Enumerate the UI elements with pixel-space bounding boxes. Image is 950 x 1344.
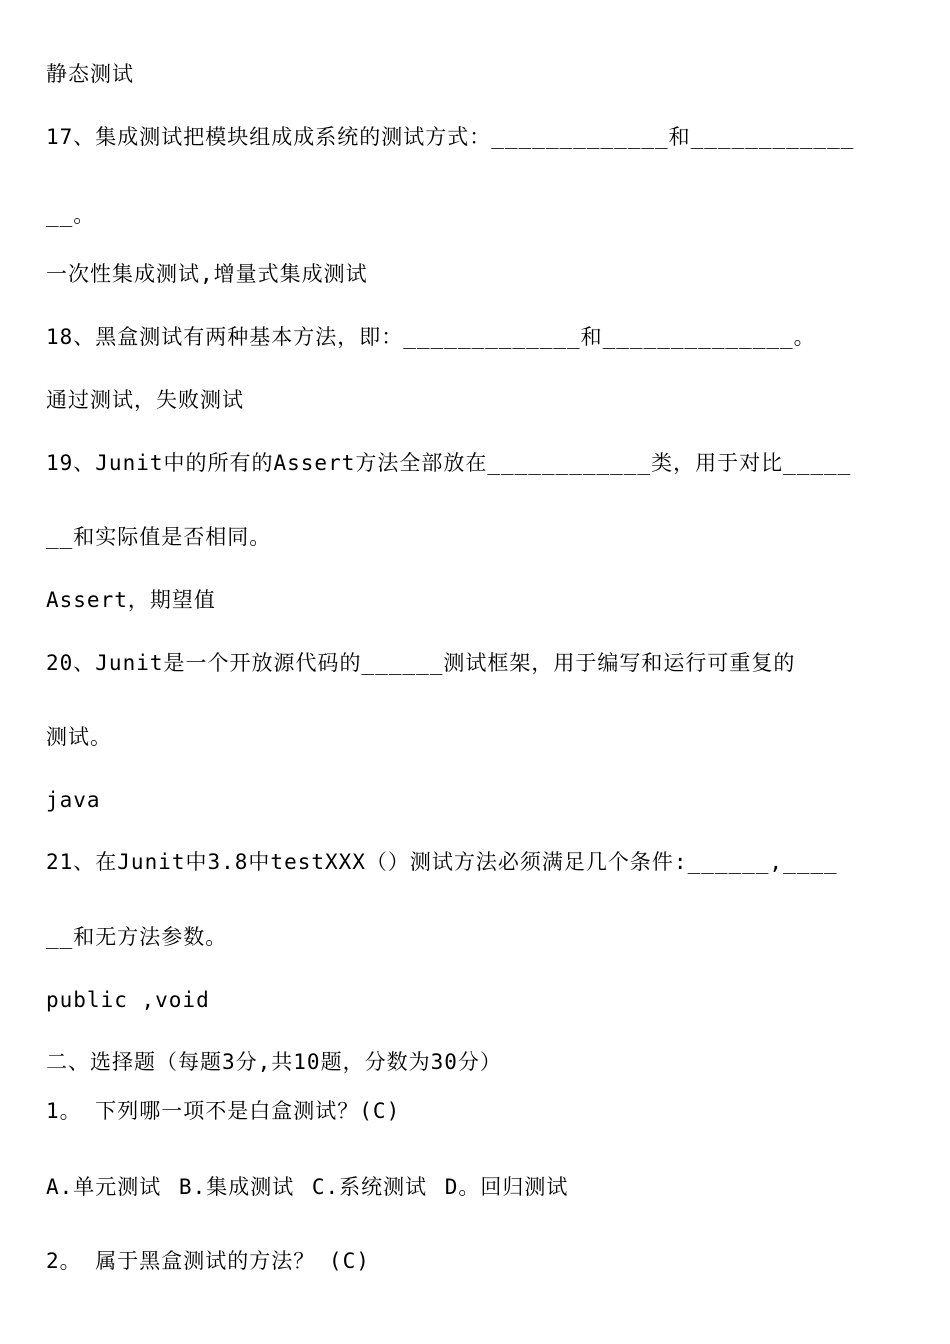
question-20-end: 测试。 <box>46 725 112 749</box>
answer-19: Assert，期望值 <box>46 588 216 612</box>
answer-17: 一次性集成测试,增量式集成测试 <box>46 262 368 286</box>
question-17: 17、集成测试把模块组成成系统的测试方式：_____________和____________ <box>46 125 855 149</box>
question-19: 19、Junit中的所有的Assert方法全部放在____________类，用于对比_____ <box>46 451 852 475</box>
answer-20: java <box>46 788 101 812</box>
choice-options-1: A.单元测试 B.集成测试 C.系统测试 D。回归测试 <box>46 1175 569 1199</box>
question-18: 18、黑盒测试有两种基本方法，即：_____________和______________。 <box>46 325 816 349</box>
question-21: 21、在Junit中3.8中testXXX（）测试方法必须满足几个条件:______,____ <box>46 850 838 874</box>
section-heading: 二、选择题（每题3分,共10题，分数为30分） <box>46 1050 502 1074</box>
choice-question-1: 1。 下列哪一项不是白盒测试？(C) <box>46 1099 401 1123</box>
answer-18: 通过测试，失败测试 <box>46 388 244 412</box>
question-19-end: __和实际值是否相同。 <box>46 525 272 549</box>
answer-line: 静态测试 <box>46 62 134 86</box>
question-20: 20、Junit是一个开放源代码的______测试框架，用于编写和运行可重复的 <box>46 651 796 675</box>
question-17-end: __。 <box>46 203 96 227</box>
choice-question-2: 2。 属于黑盒测试的方法？ (C) <box>46 1249 370 1273</box>
question-21-end: __和无方法参数。 <box>46 925 228 949</box>
answer-21: public ,void <box>46 988 210 1012</box>
